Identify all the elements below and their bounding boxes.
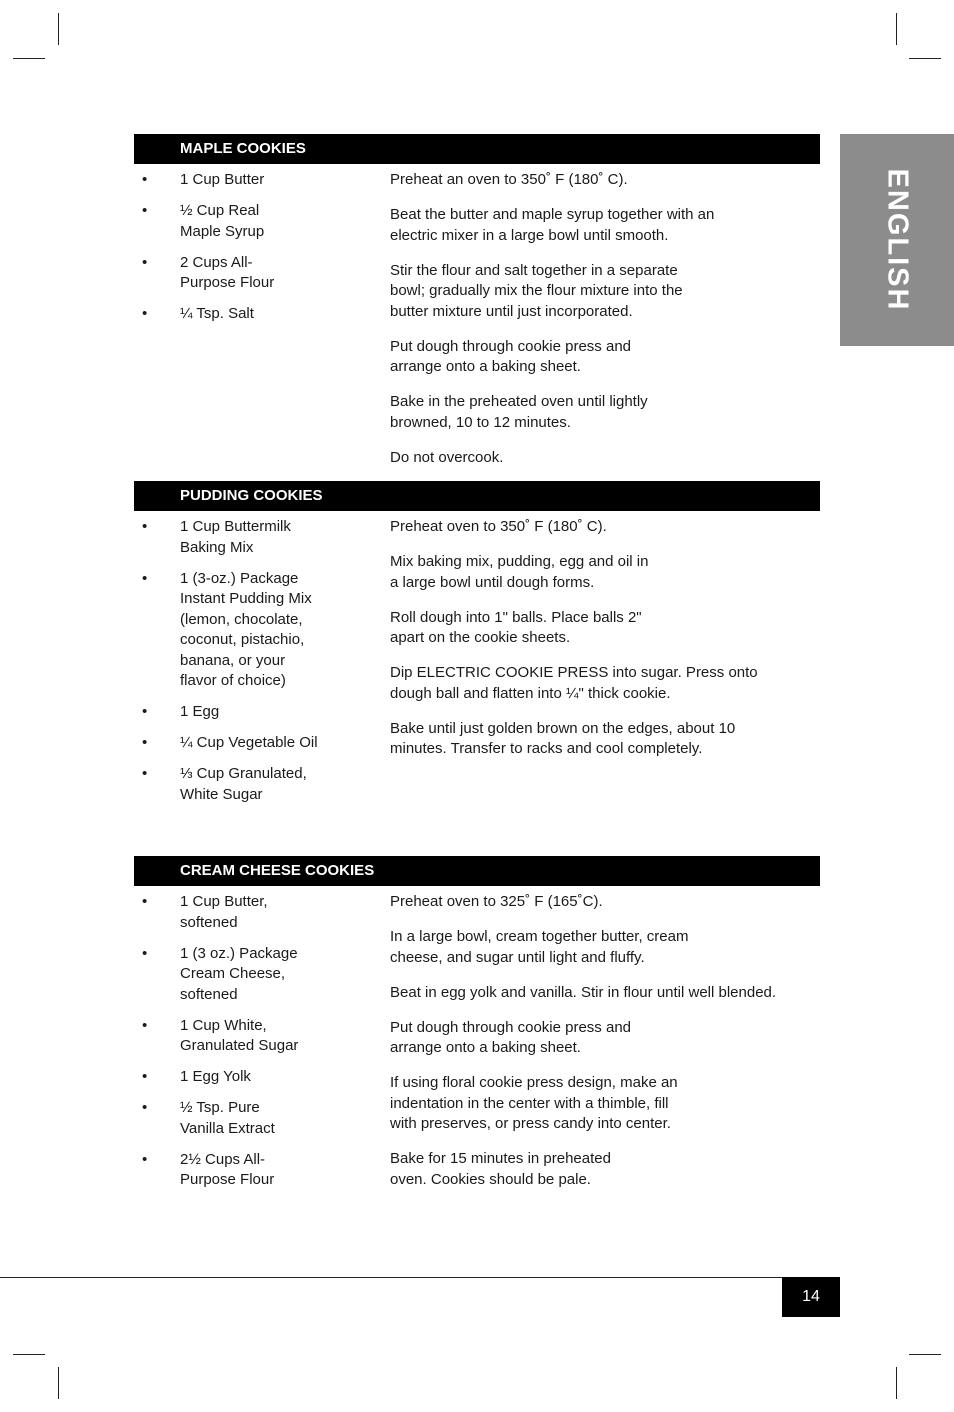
instruction-step: Bake until just golden brown on the edges, about 10 minutes. Transfer to racks and cool completely. [390, 719, 736, 757]
ingredient-item: • ⅓ Cup Granulated, White Sugar [142, 765, 307, 803]
instruction-step: If using floral cookie press design, make an indentation in the center with a thimble, fill with preserves, or press candy into center. [390, 1074, 678, 1132]
crop-mark [58, 1367, 59, 1399]
ingredient-item: • 1 (3-oz.) Package Instant Pudding Mix (lemon, chocolate, coconut, pistachio, banana, or your flavor of choice) [142, 569, 312, 689]
crop-mark [896, 13, 897, 45]
ingredient-item: • 1 (3 oz.) Package Cream Cheese, softened [142, 944, 298, 1003]
instruction-step: Stir the flour and salt together in a separate bowl; gradually mix the flour mixture into the butter mixture until just incorporated. [390, 261, 683, 320]
instruction-step: In a large bowl, cream together butter, cream cheese, and sugar until light and fluffy. [390, 928, 689, 966]
instruction-step: Put dough through cookie press and arrange onto a baking sheet. [390, 337, 632, 375]
instruction-step: Preheat an oven to 350˚ F (180˚ C). [390, 171, 628, 188]
instruction-step: Bake in the preheated oven until lightly browned, 10 to 12 minutes. [390, 393, 648, 431]
bullet-icon: • [142, 202, 148, 219]
instruction-step: Beat the butter and maple syrup together with an electric mixer in a large bowl until smooth. [390, 206, 715, 244]
language-tab-label: ENGLISH [881, 168, 914, 312]
bullet-icon: • [142, 305, 148, 322]
language-tab [840, 134, 954, 346]
page-number: 14 [782, 1277, 840, 1317]
instruction-step: Preheat oven to 325˚ F (165˚C). [390, 893, 603, 910]
bullet-icon: • [142, 253, 148, 271]
recipe-title: MAPLE COOKIES [180, 140, 306, 157]
ingredient-list [134, 517, 364, 816]
recipe-title: PUDDING COOKIES [180, 487, 323, 504]
ingredient-item: • ¼ Cup Vegetable Oil [134, 733, 364, 754]
bullet-icon: • [142, 171, 148, 188]
instruction-step: Mix baking mix, pudding, egg and oil in a large bowl until dough forms. [390, 553, 649, 591]
ingredient-item: • 2½ Cups All- Purpose Flour [142, 1150, 275, 1188]
ingredient-item: • ½ Tsp. Pure Vanilla Extract [142, 1099, 275, 1137]
instruction-list [390, 517, 815, 774]
ingredient-item: • 1 Egg [134, 702, 364, 723]
instruction-step: Put dough through cookie press and arrange onto a baking sheet. [390, 1018, 632, 1056]
instruction-step: Roll dough into 1" balls. Place balls 2" apart on the cookie sheets. [390, 608, 642, 646]
footer-rule [0, 1277, 782, 1278]
recipe-header-maple [134, 134, 820, 164]
instruction-step: Preheat oven to 350˚ F (180˚ C). [390, 518, 607, 535]
instruction-step: Beat in egg yolk and vanilla. Stir in flour until well blended. [390, 983, 777, 1001]
bullet-icon: • [142, 569, 148, 587]
ingredient-list [134, 892, 364, 1201]
recipe-header-pudding [134, 481, 820, 511]
bullet-icon: • [142, 944, 148, 962]
crop-mark [13, 1354, 45, 1355]
bullet-icon: • [142, 703, 148, 720]
bullet-icon: • [142, 1099, 148, 1116]
instruction-step: Bake for 15 minutes in preheated oven. Cookies should be pale. [390, 1150, 611, 1188]
ingredient-item: • 1 Cup Buttermilk Baking Mix [142, 518, 291, 556]
bullet-icon: • [142, 1016, 148, 1034]
ingredient-item: • 1 Cup White, Granulated Sugar [142, 1016, 299, 1054]
bullet-icon: • [142, 1068, 148, 1085]
ingredient-item: • 1 Egg Yolk [134, 1067, 364, 1088]
bullet-icon: • [142, 893, 148, 910]
crop-mark [13, 58, 45, 59]
ingredient-item: • ¼ Tsp. Salt [134, 304, 364, 325]
bullet-icon: • [142, 734, 148, 751]
crop-mark [896, 1367, 897, 1399]
ingredient-list [134, 170, 364, 335]
ingredient-item: • 2 Cups All- Purpose Flour [142, 253, 275, 291]
bullet-icon: • [142, 518, 148, 535]
recipe-header-cream-cheese [134, 856, 820, 886]
ingredient-item: • 1 Cup Butter [134, 170, 364, 191]
instruction-list [390, 170, 815, 483]
ingredient-item: • 1 Cup Butter, softened [142, 893, 268, 931]
crop-mark [58, 13, 59, 45]
bullet-icon: • [142, 765, 148, 782]
bullet-icon: • [142, 1150, 148, 1168]
instruction-step: Do not overcook. [390, 448, 504, 466]
crop-mark [909, 1354, 941, 1355]
crop-mark [909, 58, 941, 59]
instruction-step: Dip ELECTRIC COOKIE PRESS into sugar. Press onto dough ball and flatten into ¼" thick cookie. [390, 664, 758, 702]
ingredient-item: • ½ Cup Real Maple Syrup [142, 202, 265, 240]
instruction-list [390, 892, 815, 1205]
recipe-title: CREAM CHEESE COOKIES [180, 862, 375, 879]
